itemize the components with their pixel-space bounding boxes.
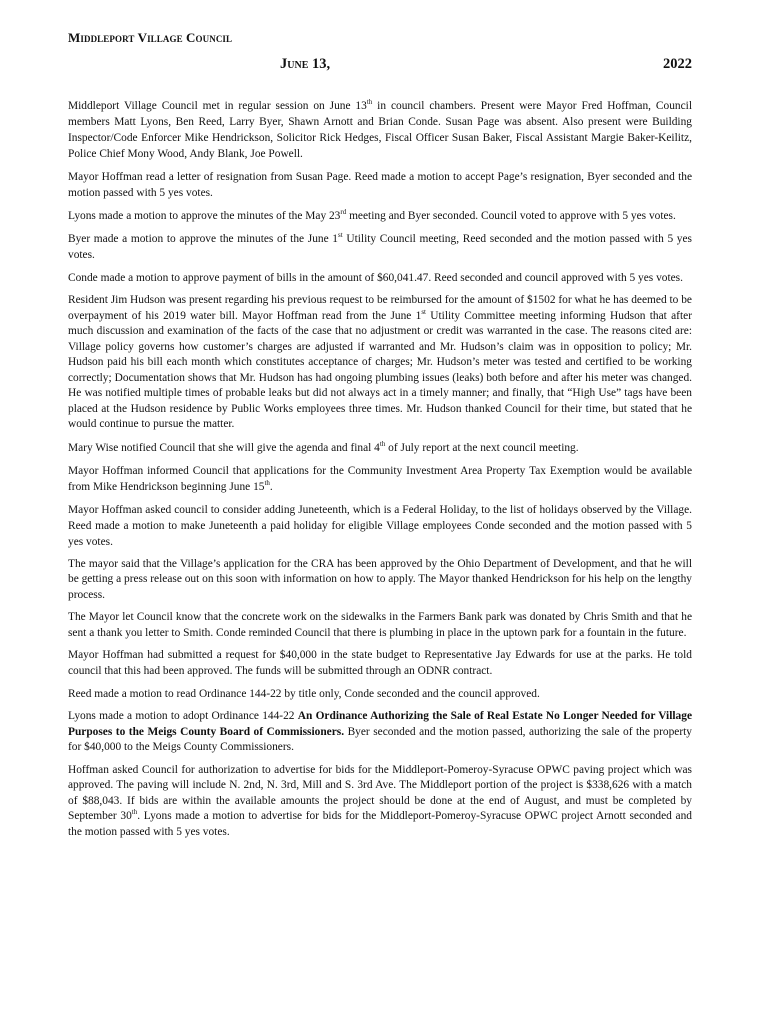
paragraph-attendance: Middleport Village Council met in regular session on June 13th in council chambers. Present were Mayor Fred Hoffman, Council members Matt Lyons, Ben Reed, Larry Byer, Shawn Arnott and Brian Conde. Susan Page was absent. Also present were Building Inspector/Code Enforcer Mike Hendrickson, Solicitor Rick Hedges, Fiscal Officer Susan Baker, Fiscal Assistant Margie Baker-Keilitz, Police Chief Mony Wood, Andy Blank, Joe Powell. — [68, 98, 692, 160]
paragraph-state-budget: Mayor Hoffman had submitted a request for $40,000 in the state budget to Representative Jay Edwards for use at the parks. He told council that this had been approved. The funds will be submitted through an ODNR contract. — [68, 649, 692, 677]
paragraph-resignation: Mayor Hoffman read a letter of resignation from Susan Page. Reed made a motion to accept Page’s resignation, Byer seconded and the motion passed with 5 yes votes. — [68, 171, 692, 199]
paragraph-ordinance-adoption: Lyons made a motion to adopt Ordinance 144-22 An Ordinance Authorizing the Sale of Real Estate No Longer Needed for Village Purposes to the Meigs County Board of Commissioners. Byer seconded and the motion passed, authorizing the sale of the property for $40,000 to the Meigs County Commissioners. — [68, 710, 693, 753]
document-title: Middleport Village Council — [68, 30, 233, 45]
paragraph-paving-project: Hoffman asked Council for authorization to advertise for bids for the Middleport-Pomeroy-Syracuse OPWC paving project which was approved. The paving will include N. 2nd, N. 3rd, Mill and S. 3rd Ave. The Middleport portion of the project is $338,626 with a match of $88,043. If bids are within the available amounts the project should be done at the end of August, and must be completed by September 30th. Lyons made a motion to advertise for bids for the Middleport-Pomeroy-Syracuse OPWC project Arnott seconded and the motion passed with 5 yes votes. — [68, 763, 692, 838]
meeting-date-line — [280, 56, 692, 73]
paragraph-sidewalks: The Mayor let Council know that the concrete work on the sidewalks in the Farmers Bank park was donated by Chris Smith and that he sent a thank you letter to Smith. Conde reminded Council that there is plumbing in place in the uptown park for a fountain in the future. — [68, 611, 692, 639]
paragraph-minutes-may: Lyons made a motion to approve the minutes of the May 23rd meeting and Byer seconded. Council voted to approve with 5 yes votes. — [68, 208, 676, 222]
paragraph-ordinance-reading: Reed made a motion to read Ordinance 144-22 by title only, Conde seconded and the council approved. — [68, 688, 540, 700]
paragraph-minutes-utility: Byer made a motion to approve the minutes of the June 1st Utility Council meeting, Reed seconded and the motion passed with 5 yes votes. — [68, 231, 692, 261]
minutes-body — [68, 98, 692, 847]
ordinance-title: An Ordinance Authorizing the Sale of Real Estate No Longer Needed for Village Purposes to the Meigs County Board of Commissioners. — [68, 710, 692, 738]
paragraph-july-report: Mary Wise notified Council that she will give the agenda and final 4th of July report at the next council meeting. — [68, 439, 579, 454]
paragraph-cra: The mayor said that the Village’s application for the CRA has been approved by the Ohio Department of Development, and that he will be getting a press release out on this soon with information on how to apply. The Mayor thanked Hendrickson for his help on the lengthy process. — [68, 557, 692, 601]
paragraph-bills: Conde made a motion to approve payment of bills in the amount of $60,041.47. Reed seconded and council approved with 5 yes votes. — [68, 272, 683, 284]
paragraph-juneteenth: Mayor Hoffman asked council to consider adding Juneteenth, which is a Federal Holiday, to the list of holidays observed by the Village. Reed made a motion to make Juneteenth a paid holiday for eligible Village employees Conde seconded and the motion passed with 5 yes votes. — [68, 503, 692, 548]
paragraph-hudson: Resident Jim Hudson was present regarding his previous request to be reimbursed for the amount of $1502 for what he has deemed to be overpayment of his 2019 water bill. Mayor Hoffman read from the June 1st Utility Committee meeting informing Hudson that after much discussion and examination of the facts of the case that no adjustment or credit was warranted in the case. The reasons cited are: Village policy governs how customer’s charges are adjusted if warranted and Mr. Hudson’s claim was in opposition to policy; Mr. Hudson paid his bill each month which constitutes acceptance of charges; Mr. Hudson’s meter was tested and certified to be working correctly; Documentation shows that Mr. Hudson has had ongoing plumbing issues (leaks) both before and after his meter was changed. He was notified multiple times of probable leaks but did not always act in a timely manner; and finally, that “High Use” tags have been placed at the Hudson residence by Public Works employees three times. Mr. Hudson thanked Council for their time, but stated that he would continue to pursue the matter. — [68, 294, 692, 430]
meeting-date: June 13, — [280, 56, 331, 72]
paragraph-tax-exemption: Mayor Hoffman informed Council that applications for the Community Investment Area Property Tax Exemption would be available from Mike Hendrickson beginning June 15th. — [68, 464, 692, 493]
meeting-year: 2022 — [663, 56, 692, 72]
